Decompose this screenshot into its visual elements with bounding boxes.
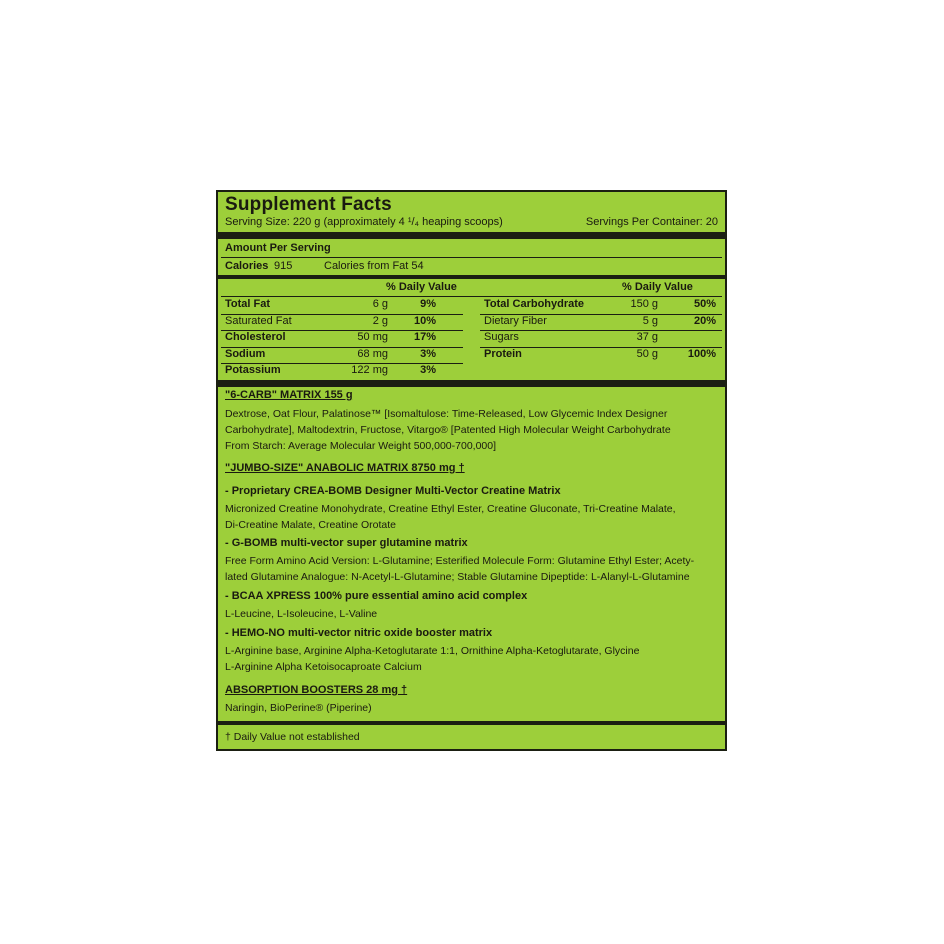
calories-from-fat: Calories from Fat 54	[324, 260, 424, 272]
g-bomb-title: - G-BOMB multi-vector super glutamine matrix	[225, 537, 468, 549]
text-line: L-Arginine base, Arginine Alpha-Ketoglutarate 1:1, Ornithine Alpha-Ketoglutarate, Glycine	[225, 645, 640, 657]
serving-size: Serving Size: 220 g (approximately 4 ¹/₄ heaping scoops)	[225, 216, 503, 228]
nutrient-daily-value: 9%	[420, 298, 436, 310]
nutrient-daily-value: 100%	[687, 347, 716, 360]
nutrient-amount: 50 mg	[357, 331, 388, 343]
bcaa-ingredients	[225, 606, 722, 622]
thick-divider	[218, 380, 725, 387]
carb-matrix-ingredients	[225, 406, 722, 454]
nutrient-amount: 37 g	[636, 331, 658, 343]
nutrient-name: Sugars	[484, 331, 519, 343]
text-line: Dextrose, Oat Flour, Palatinose™ [Isomaltulose: Time-Released, Low Glycemic Index Designer	[225, 408, 668, 420]
carb-matrix-title: "6-CARB" MATRIX 155 g	[225, 389, 353, 401]
nutrient-amount: 68 mg	[357, 347, 388, 360]
nutrient-name: Total Fat	[225, 298, 271, 310]
text-line: L-Leucine, L-Isoleucine, L-Valine	[225, 608, 378, 620]
hemo-no-ingredients	[225, 643, 722, 675]
supplement-facts-panel	[216, 190, 727, 751]
absorption-boosters-title: ABSORPTION BOOSTERS 28 mg †	[225, 684, 408, 696]
text-line: Micronized Creatine Monohydrate, Creatine Ethyl Ester, Creatine Gluconate, Tri-Creatine Malate,	[225, 503, 676, 515]
nutrient-amount: 122 mg	[351, 364, 388, 376]
footnote: † Daily Value not established	[225, 731, 360, 743]
text-line: Carbohydrate], Maltodextrin, Fructose, Vitargo® [Patented High Molecular Weight Carbohydrate	[225, 424, 671, 436]
g-bomb-ingredients	[225, 553, 722, 585]
anabolic-matrix-title: "JUMBO-SIZE" ANABOLIC MATRIX 8750 mg †	[225, 462, 465, 474]
text-line: From Starch: Average Molecular Weight 500,000-700,000]	[225, 440, 497, 452]
text-line: Free Form Amino Acid Version: L-Glutamine; Esterified Molecule Form: Glutamine Ethyl Ester; Acety-	[225, 555, 695, 567]
nutrient-daily-value: 3%	[420, 364, 436, 376]
daily-value-header-right: % Daily Value	[622, 281, 693, 293]
bcaa-title: - BCAA XPRESS 100% pure essential amino acid complex	[225, 590, 528, 602]
text-line: lated Glutamine Analogue: N-Acetyl-L-Glutamine; Stable Glutamine Dipeptide: L-Alanyl-L-Glutamine	[225, 571, 690, 583]
servings-per-container: Servings Per Container: 20	[585, 216, 718, 228]
nutrient-name: Sodium	[225, 347, 266, 360]
text-line: Di-Creatine Malate, Creatine Orotate	[225, 519, 396, 531]
nutrient-name: Potassium	[225, 364, 281, 376]
nutrient-name: Total Carbohydrate	[484, 298, 585, 310]
hemo-no-title: - HEMO-NO multi-vector nitric oxide booster matrix	[225, 627, 493, 639]
nutrient-name: Cholesterol	[225, 331, 286, 343]
daily-value-header-left: % Daily Value	[386, 281, 457, 293]
nutrient-daily-value: 20%	[693, 314, 716, 327]
calories-value: 915	[274, 260, 293, 272]
text-line: Naringin, BioPerine® (Piperine)	[225, 702, 372, 714]
panel-title: Supplement Facts	[225, 194, 392, 215]
nutrient-name: Protein	[484, 347, 522, 360]
medium-divider	[218, 275, 725, 279]
nutrient-amount: 6 g	[372, 298, 388, 310]
crea-bomb-title: - Proprietary CREA-BOMB Designer Multi-Vector Creatine Matrix	[225, 485, 561, 497]
nutrient-amount: 50 g	[636, 347, 658, 360]
divider	[221, 257, 722, 258]
nutrient-amount: 2 g	[372, 314, 388, 327]
nutrient-daily-value: 3%	[420, 347, 436, 360]
nutrient-name: Dietary Fiber	[484, 314, 547, 327]
amount-per-serving: Amount Per Serving	[225, 242, 331, 254]
nutrient-daily-value: 10%	[413, 314, 436, 327]
nutrient-amount: 150 g	[630, 298, 658, 310]
bottom-divider	[218, 721, 725, 725]
text-line: L-Arginine Alpha Ketoisocaproate Calcium	[225, 661, 422, 673]
nutrient-daily-value: 50%	[693, 298, 716, 310]
crea-bomb-ingredients	[225, 501, 722, 533]
calories-label: Calories	[225, 260, 269, 272]
divider	[221, 296, 722, 297]
nutrient-name: Saturated Fat	[225, 314, 292, 327]
absorption-boosters-ingredients	[225, 700, 722, 716]
nutrient-amount: 5 g	[642, 314, 658, 327]
thick-divider	[218, 232, 725, 239]
nutrient-daily-value: 17%	[413, 331, 436, 343]
